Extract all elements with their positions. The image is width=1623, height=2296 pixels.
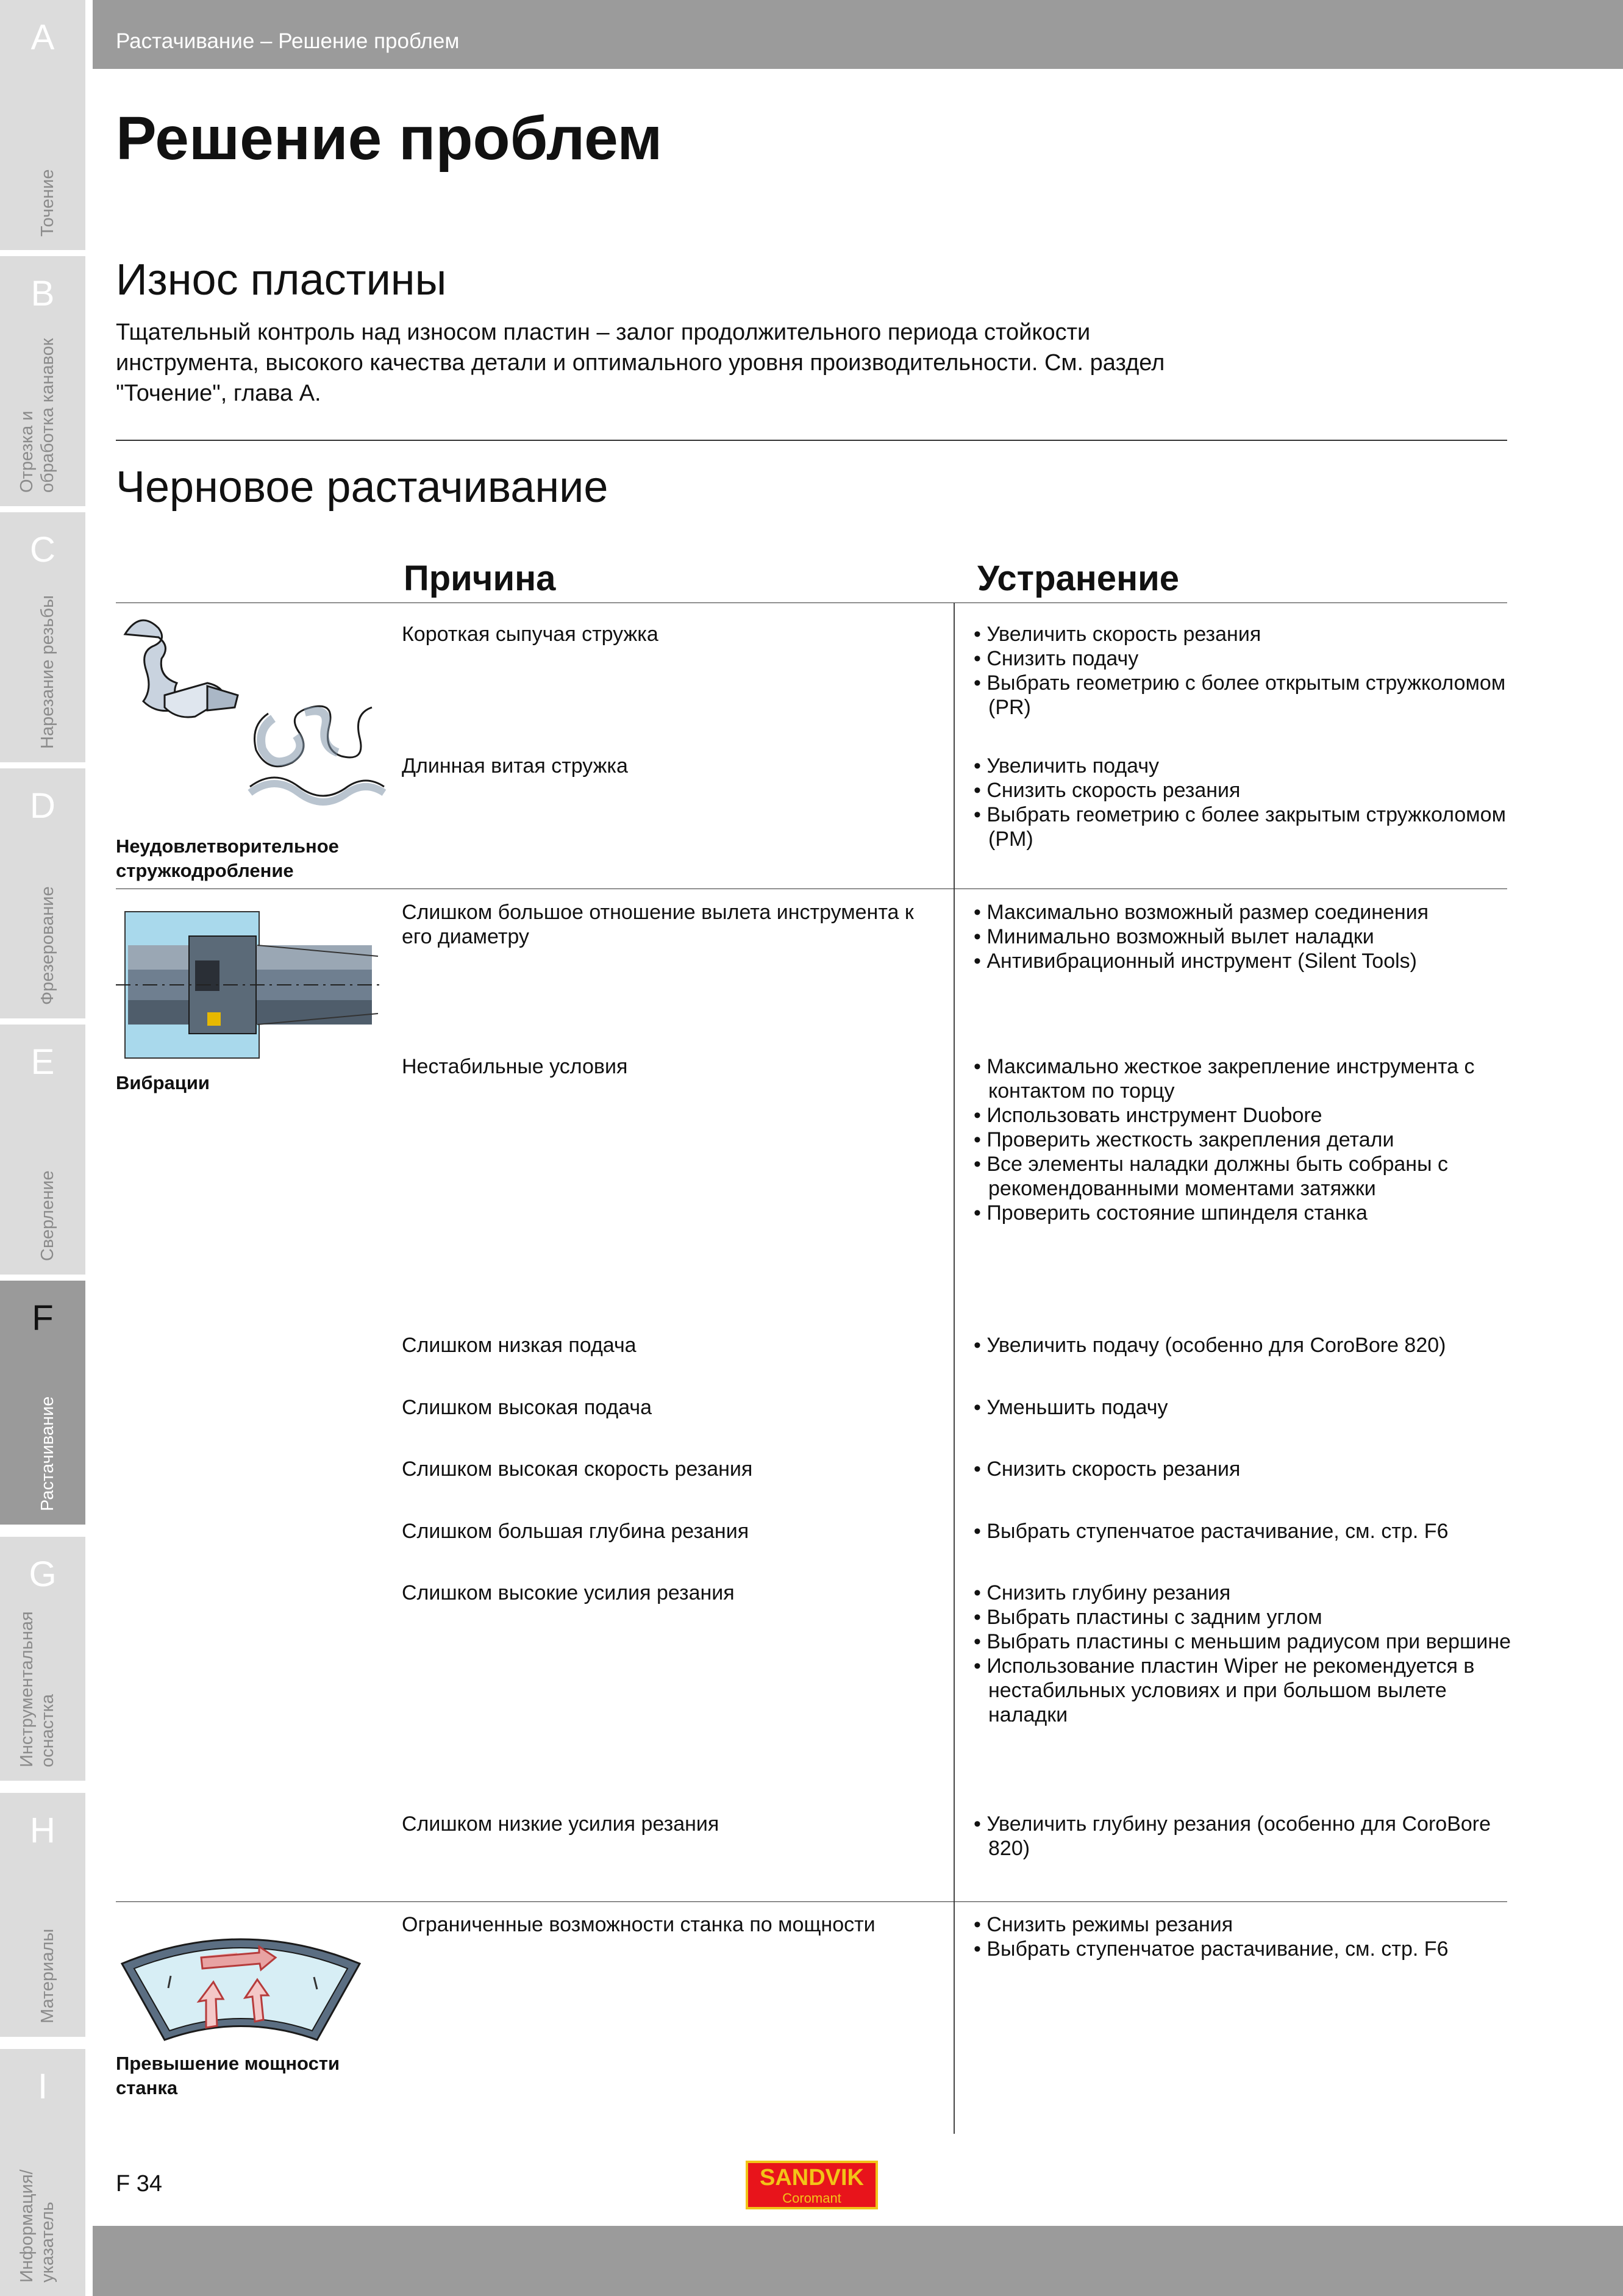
tab-letter: A <box>30 18 55 57</box>
cause-text: Длинная витая стружка <box>402 754 628 778</box>
fix-item: • Использовать инструмент Duobore <box>974 1104 1322 1127</box>
fix-list <box>974 754 1522 851</box>
caption-line: Вибрации <box>116 1072 210 1093</box>
tab-label: Нарезание резьбы <box>38 595 57 749</box>
chip-breaking-illustration <box>116 610 396 829</box>
fix-item: • Выбрать ступенчатое растачивание, см. стр. F6 <box>974 1937 1449 1961</box>
fix-item: • Снизить скорость резания <box>974 1457 1241 1481</box>
fix-item: • Выбрать пластины с меньшим радиусом при вершине <box>974 1630 1511 1653</box>
tab-label: Фрезерование <box>38 886 57 1005</box>
fix-item: • Минимально возможный вылет наладки <box>974 925 1374 948</box>
tab-label: Сверление <box>38 1170 57 1261</box>
tab-letter: H <box>30 1811 55 1850</box>
cause-text: Ограниченные возможности станка по мощности <box>402 1913 876 1936</box>
fix-list <box>974 1812 1522 1861</box>
group-divider <box>116 1901 1507 1902</box>
fix-list <box>974 1395 1522 1420</box>
breadcrumb: Растачивание – Решение проблем <box>116 29 460 53</box>
fix-list <box>974 1457 1522 1481</box>
cause-text: Слишком высокая подача <box>402 1396 652 1419</box>
caption-line: станка <box>116 2077 178 2098</box>
side-tab-a[interactable] <box>0 0 85 250</box>
side-tab-c[interactable] <box>0 512 85 762</box>
fix-list <box>974 1581 1522 1727</box>
tab-letter: E <box>30 1042 55 1082</box>
group-caption-power <box>116 2051 340 2100</box>
fix-item: • Антивибрационный инструмент (Silent Tools) <box>974 950 1417 973</box>
fix-item: • Максимально возможный размер соединения <box>974 901 1429 924</box>
caption-line: Превышение мощности <box>116 2053 340 2074</box>
cause-text: Короткая сыпучая стружка <box>402 623 658 646</box>
fix-item: • Использование пластин Wiper не рекомендуется в нестабильных условиях и при большом вылете наладки <box>974 1654 1475 1726</box>
power-gauge-illustration <box>116 1921 366 2043</box>
logo-subtext: Coromant <box>782 2190 841 2206</box>
tab-letter: F <box>32 1298 54 1338</box>
fix-list <box>974 622 1522 720</box>
side-tab-d[interactable] <box>0 768 85 1018</box>
intro-line: "Точение", глава А. <box>116 381 321 406</box>
group-caption-vibration <box>116 1071 210 1095</box>
tab-label: Растачивание <box>38 1396 57 1511</box>
fix-item: • Увеличить глубину резания (особенно для CoroBore 820) <box>974 1812 1491 1860</box>
side-tab-b[interactable] <box>0 256 85 506</box>
sandvik-coromant-logo <box>746 2161 878 2209</box>
tab-label: Отрезка и обработка канавок <box>17 338 57 493</box>
fix-list <box>974 1333 1522 1357</box>
header-bar <box>93 0 1623 69</box>
fix-item: • Выбрать ступенчатое растачивание, см. стр. F6 <box>974 1520 1449 1543</box>
fix-item: • Увеличить скорость резания <box>974 623 1261 646</box>
intro-line: Тщательный контроль над износом пластин – залог продолжительного периода стойкости <box>116 320 1091 345</box>
column-header-cause: Причина <box>404 559 556 598</box>
caption-line: стружкодробление <box>116 860 294 881</box>
footer-bar <box>93 2226 1623 2296</box>
cause-text: Слишком низкая подача <box>402 1334 637 1357</box>
tab-label: Информация/ указатель <box>17 2169 57 2283</box>
cause-text: Слишком большая глубина резания <box>402 1520 749 1543</box>
tab-letter: I <box>37 2067 48 2106</box>
intro-paragraph <box>116 317 1274 409</box>
fix-item: • Снизить подачу <box>974 647 1139 670</box>
tab-label: Материалы <box>38 1928 57 2023</box>
side-tab-e[interactable] <box>0 1025 85 1275</box>
fix-list <box>974 1054 1522 1225</box>
group-caption-chip-breaking <box>116 834 339 883</box>
fix-item: • Снизить глубину резания <box>974 1581 1231 1604</box>
logo-text: SANDVIK <box>759 2165 865 2190</box>
side-tab-f[interactable] <box>0 1281 85 1525</box>
tab-letter: G <box>29 1554 57 1594</box>
fix-item: • Увеличить подачу (особенно для CoroBore 820) <box>974 1334 1446 1357</box>
fix-item: • Снизить режимы резания <box>974 1913 1233 1936</box>
side-tab-h[interactable] <box>0 1793 85 2037</box>
fix-item: • Выбрать геометрию с более открытым стружколомом (PR) <box>974 671 1506 719</box>
fix-item: • Максимально жесткое закрепление инструмента с контактом по торцу <box>974 1055 1475 1103</box>
tab-letter: D <box>30 786 55 826</box>
page-title: Решение проблем <box>116 104 663 173</box>
fix-item: • Уменьшить подачу <box>974 1396 1168 1419</box>
tab-label: Точение <box>38 169 57 237</box>
fix-list <box>974 1912 1522 1961</box>
section-heading-rough-boring: Черновое растачивание <box>116 463 608 512</box>
fix-item: • Проверить состояние шпинделя станка <box>974 1201 1368 1225</box>
tab-letter: B <box>30 274 55 313</box>
fix-item: • Снизить скорость резания <box>974 779 1241 802</box>
column-header-fix: Устранение <box>977 559 1180 598</box>
fix-item: • Все элементы наладки должны быть собраны с рекомендованными моментами затяжки <box>974 1153 1448 1200</box>
column-divider <box>954 603 955 2134</box>
side-tab-i[interactable] <box>0 2049 85 2296</box>
tab-label: Инструментальная оснастка <box>17 1611 57 1767</box>
fix-list <box>974 900 1522 973</box>
fix-item: • Проверить жесткость закрепления детали <box>974 1128 1394 1151</box>
cause-text: Слишком высокая скорость резания <box>402 1457 753 1481</box>
page-number: F 34 <box>116 2171 163 2197</box>
intro-line: инструмента, высокого качества детали и оптимального уровня производительности. См. раздел <box>116 350 1165 376</box>
cause-text: Слишком высокие усилия резания <box>402 1581 735 1604</box>
fix-item: • Выбрать пластины с задним углом <box>974 1606 1322 1629</box>
tab-letter: C <box>30 530 55 570</box>
cause-text: Слишком низкие усилия резания <box>402 1812 719 1836</box>
fix-list <box>974 1519 1522 1543</box>
cause-text: Нестабильные условия <box>402 1055 628 1078</box>
boring-bar-illustration <box>116 909 384 1061</box>
fix-item: • Выбрать геометрию с более закрытым стружколомом (PM) <box>974 803 1506 851</box>
section-divider <box>116 440 1507 441</box>
caption-line: Неудовлетворительное <box>116 835 339 857</box>
section-heading-insert-wear: Износ пластины <box>116 256 447 304</box>
fix-item: • Увеличить подачу <box>974 754 1160 778</box>
side-tab-g[interactable] <box>0 1537 85 1781</box>
cause-text: Слишком большое отношение вылета инструмента к его диаметру <box>402 901 914 948</box>
